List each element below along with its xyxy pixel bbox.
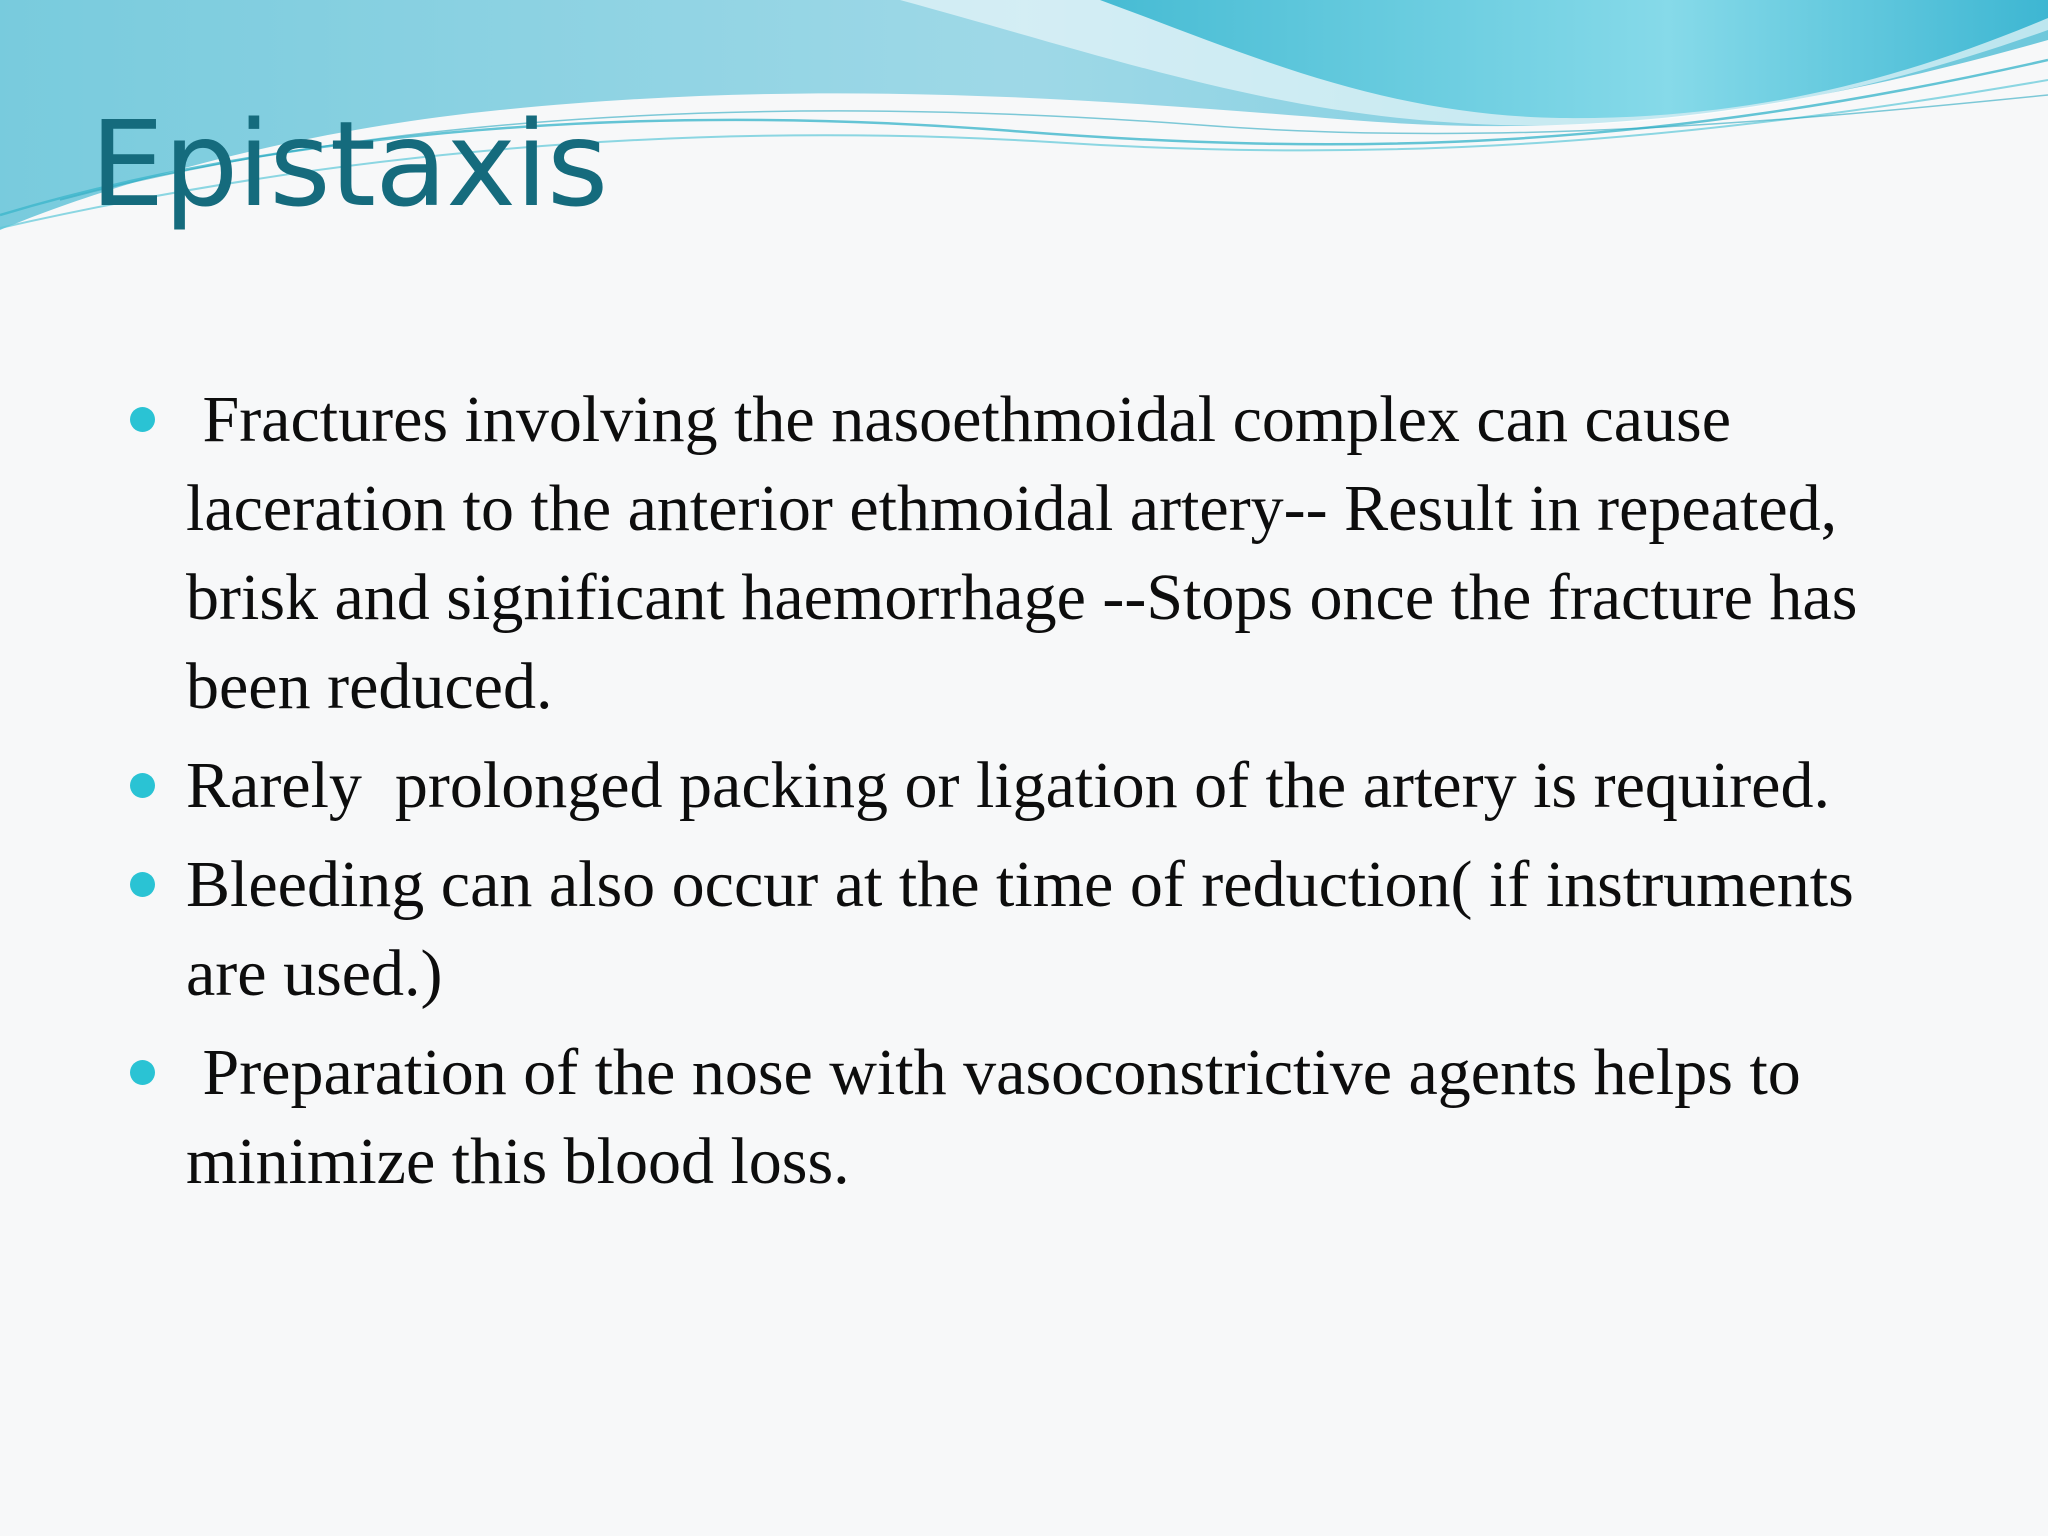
bullet-item <box>130 375 1930 731</box>
bullet-marker-icon <box>130 773 155 798</box>
bullet-item <box>130 1028 1930 1206</box>
bullet-text: Bleeding can also occur at the time of reduction( if instruments are used.) <box>186 848 1871 1010</box>
bullet-marker-icon <box>130 1060 155 1085</box>
bullet-item <box>130 741 1930 830</box>
bullet-list <box>130 375 1930 1216</box>
bullet-marker-icon <box>130 407 155 432</box>
bullet-text: Fractures involving the nasoethmoidal complex can cause laceration to the anterior ethmoidal artery-- Result in repeated, brisk and significant haemorrhage --Stops once the fracture has been reduced. <box>186 383 1874 723</box>
bullet-marker-icon <box>130 872 155 897</box>
bullet-text: Preparation of the nose with vasoconstrictive agents helps to minimize this blood loss. <box>186 1036 1818 1198</box>
slide-title: Epistaxis <box>90 95 608 233</box>
bullet-item <box>130 840 1930 1018</box>
bullet-text: Rarely prolonged packing or ligation of the artery is required. <box>186 749 1830 822</box>
